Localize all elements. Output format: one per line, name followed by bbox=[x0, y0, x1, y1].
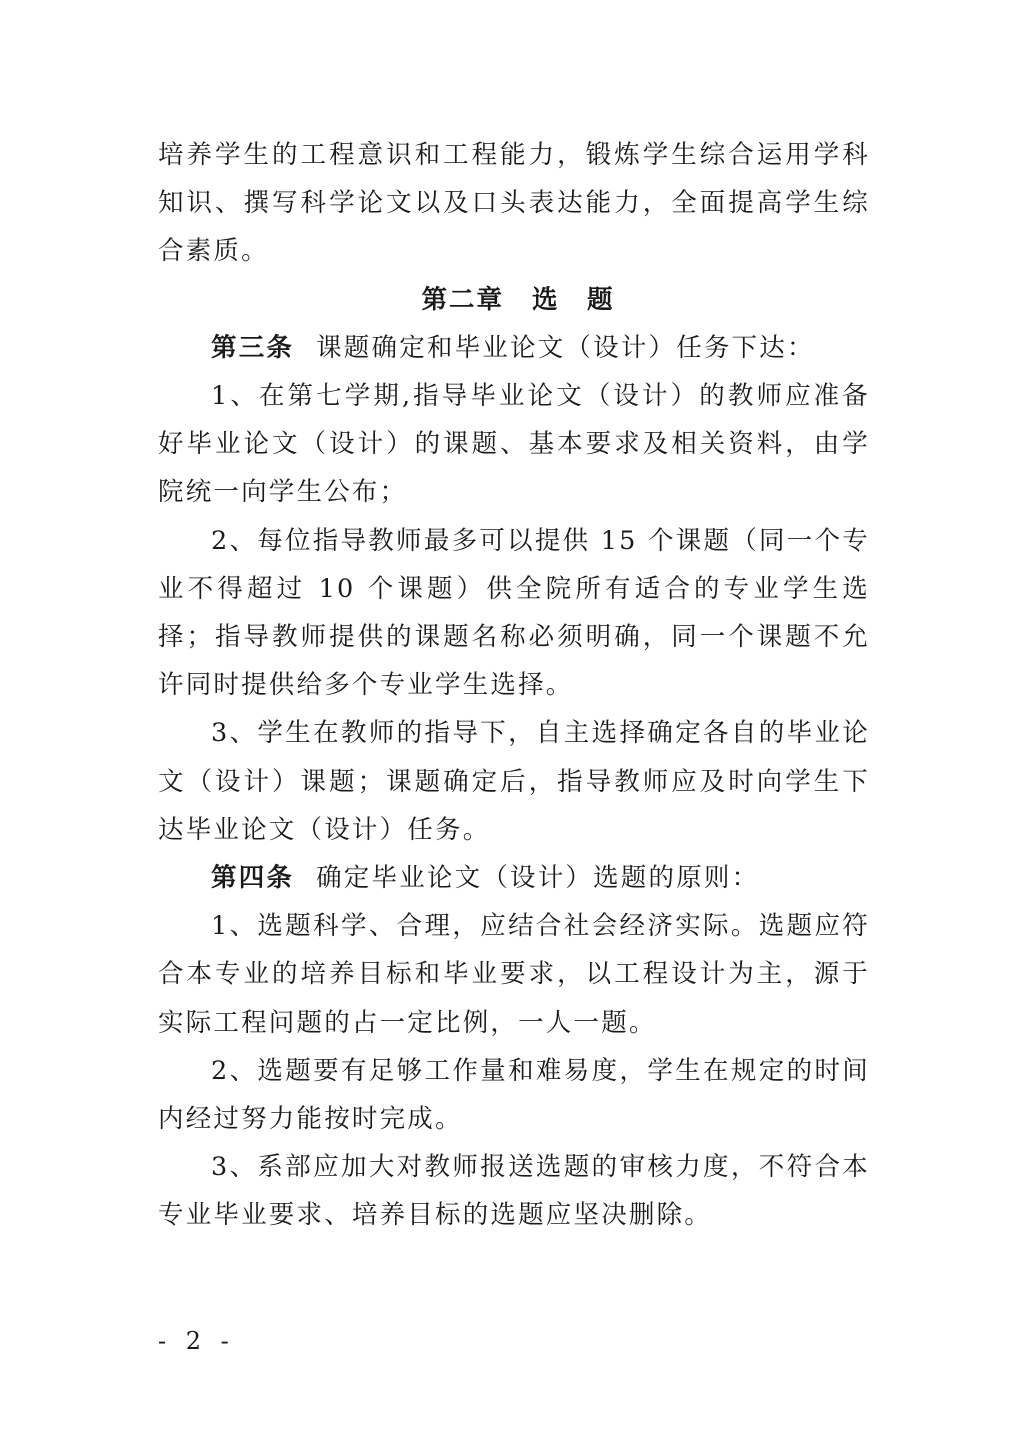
article-4 bbox=[158, 854, 870, 902]
article-4-item-2: 2、选题要有足够工作量和难易度，学生在规定的时间内经过努力能按时完成。 bbox=[158, 1055, 870, 1135]
article-3-heading: 第三条 bbox=[211, 332, 295, 363]
article-4-text: 确定毕业论文（设计）选题的原则： bbox=[316, 863, 760, 894]
article-4-item-3: 3、系部应加大对教师报送选题的审核力度，不符合本专业毕业要求、培养目标的选题应坚决删除。 bbox=[158, 1152, 870, 1231]
article-3-item-3: 3、学生在教师的指导下，自主选择确定各自的毕业论文（设计）课题；课题确定后，指导教师应及时向学生下达毕业论文（设计）任务。 bbox=[158, 718, 870, 845]
article-3-item-2: 2、每位指导教师最多可以提供 15 个课题（同一个专业不得超过 10 个课题）供全院所有适合的专业学生选择；指导教师提供的课题名称必须明确，同一个课题不允许同时提供给多个专业学生选择。 bbox=[158, 525, 870, 701]
chapter-title: 选 题 bbox=[532, 284, 615, 315]
article-3 bbox=[158, 324, 870, 372]
article-4-heading: 第四条 bbox=[211, 863, 295, 894]
page-number: - 2 - bbox=[158, 1327, 235, 1355]
article-3-text: 课题确定和毕业论文（设计）任务下达： bbox=[316, 332, 815, 363]
article-3-item-1: 1、在第七学期,指导毕业论文（设计）的教师应准备好毕业论文（设计）的课题、基本要求及相关资料，由学院统一向学生公布； bbox=[158, 381, 870, 508]
article-4-item-1: 1、选题科学、合理，应结合社会经济实际。选题应符合本专业的培养目标和毕业要求，以工程设计为主，源于实际工程问题的占一定比例，一人一题。 bbox=[158, 911, 870, 1038]
document-body bbox=[158, 131, 870, 1240]
chapter-heading bbox=[158, 276, 870, 324]
paragraph-continuation: 培养学生的工程意识和工程能力，锻炼学生综合运用学科知识、撰写科学论文以及口头表达能力，全面提高学生综合素质。 bbox=[158, 140, 870, 267]
chapter-number: 第二章 bbox=[421, 284, 504, 315]
